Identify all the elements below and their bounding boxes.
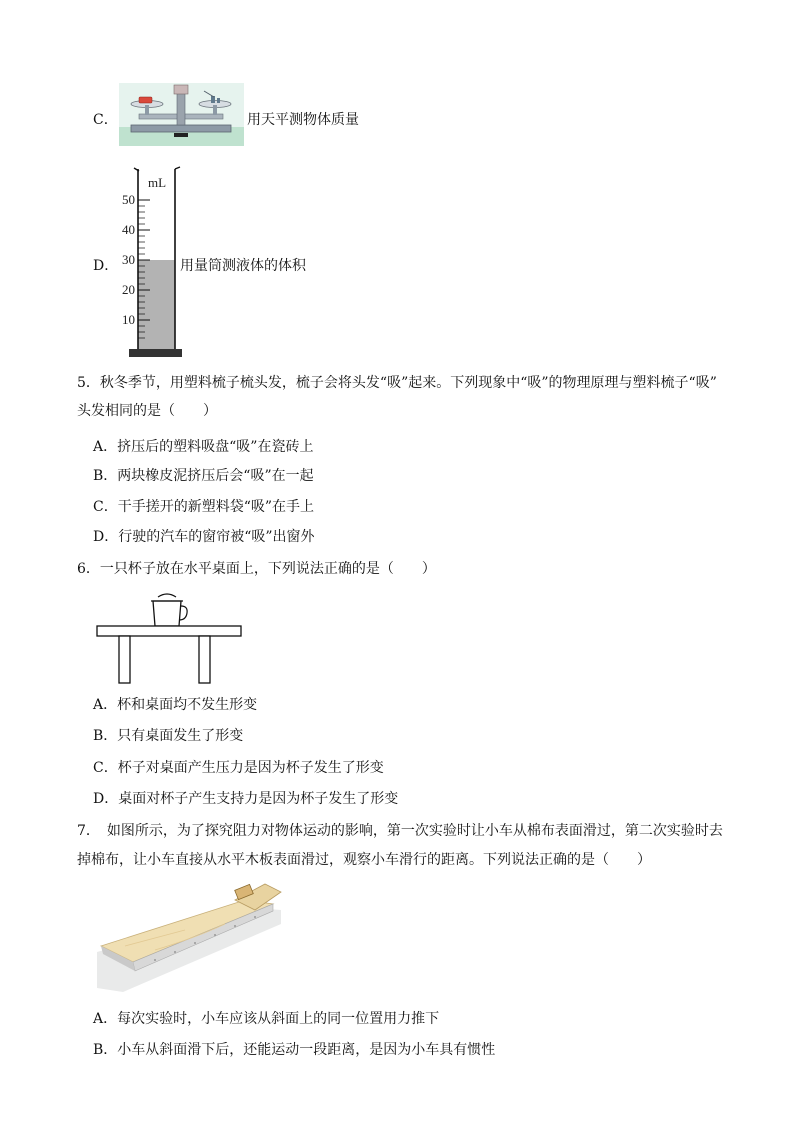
q5-option-a: A．挤压后的塑料吸盘“吸”在瓷砖上	[93, 439, 314, 455]
cylinder-unit: mL	[148, 175, 167, 190]
cart-ramp-figure	[95, 880, 285, 995]
q7-stem-line1: 7． 如图所示，为了探究阻力对物体运动的影响，第一次实验时让小车从棉布表面滑过，第二次实验时去	[77, 823, 723, 839]
option-c-text: 用天平测物体质量	[247, 112, 359, 128]
q7-option-a: A．每次实验时，小车应该从斜面上的同一位置用力推下	[93, 1011, 440, 1027]
q6-option-b: B．只有桌面发生了形变	[93, 728, 244, 744]
balance-scale-figure	[119, 83, 244, 146]
option-d-text: 用量筒测液体的体积	[180, 258, 306, 274]
cup-on-table-figure	[95, 590, 245, 686]
cylinder-liquid	[138, 260, 175, 349]
cylinder-tick-10: 10	[122, 312, 135, 327]
q5-option-d: D．行驶的汽车的窗帘被“吸”出窗外	[93, 529, 315, 545]
q7-stem-line2: 掉棉布，让小车直接从水平木板表面滑过，观察小车滑行的距离。下列说法正确的是（ ）	[77, 852, 651, 868]
q5-option-c: C．干手搓开的新塑料袋“吸”在手上	[93, 499, 315, 515]
cylinder-tick-30: 30	[122, 252, 135, 267]
option-d-letter: D．	[93, 258, 119, 274]
q5-option-b: B．两块橡皮泥挤压后会“吸”在一起	[93, 468, 314, 484]
q6-option-c: C．杯子对桌面产生压力是因为杯子发生了形变	[93, 760, 384, 776]
q5-stem-line2: 头发相同的是（ ）	[77, 403, 217, 419]
q6-option-a: A．杯和桌面均不发生形变	[93, 697, 258, 713]
q7-option-b: B．小车从斜面滑下后，还能运动一段距离，是因为小车具有惯性	[93, 1042, 496, 1058]
cylinder-tick-50: 50	[122, 192, 135, 207]
q6-stem: 6．一只杯子放在水平桌面上，下列说法正确的是（ ）	[77, 561, 436, 577]
graduated-cylinder-figure	[112, 165, 182, 360]
q5-stem-line1: 5．秋冬季节，用塑料梳子梳头发，梳子会将头发“吸”起来。下列现象中“吸”的物理原理与塑料梳子“吸”	[77, 375, 717, 391]
option-c-letter: C．	[93, 112, 118, 128]
cylinder-tick-20: 20	[122, 282, 135, 297]
q6-option-d: D．桌面对杯子产生支持力是因为杯子发生了形变	[93, 791, 399, 807]
cylinder-tick-40: 40	[122, 222, 135, 237]
